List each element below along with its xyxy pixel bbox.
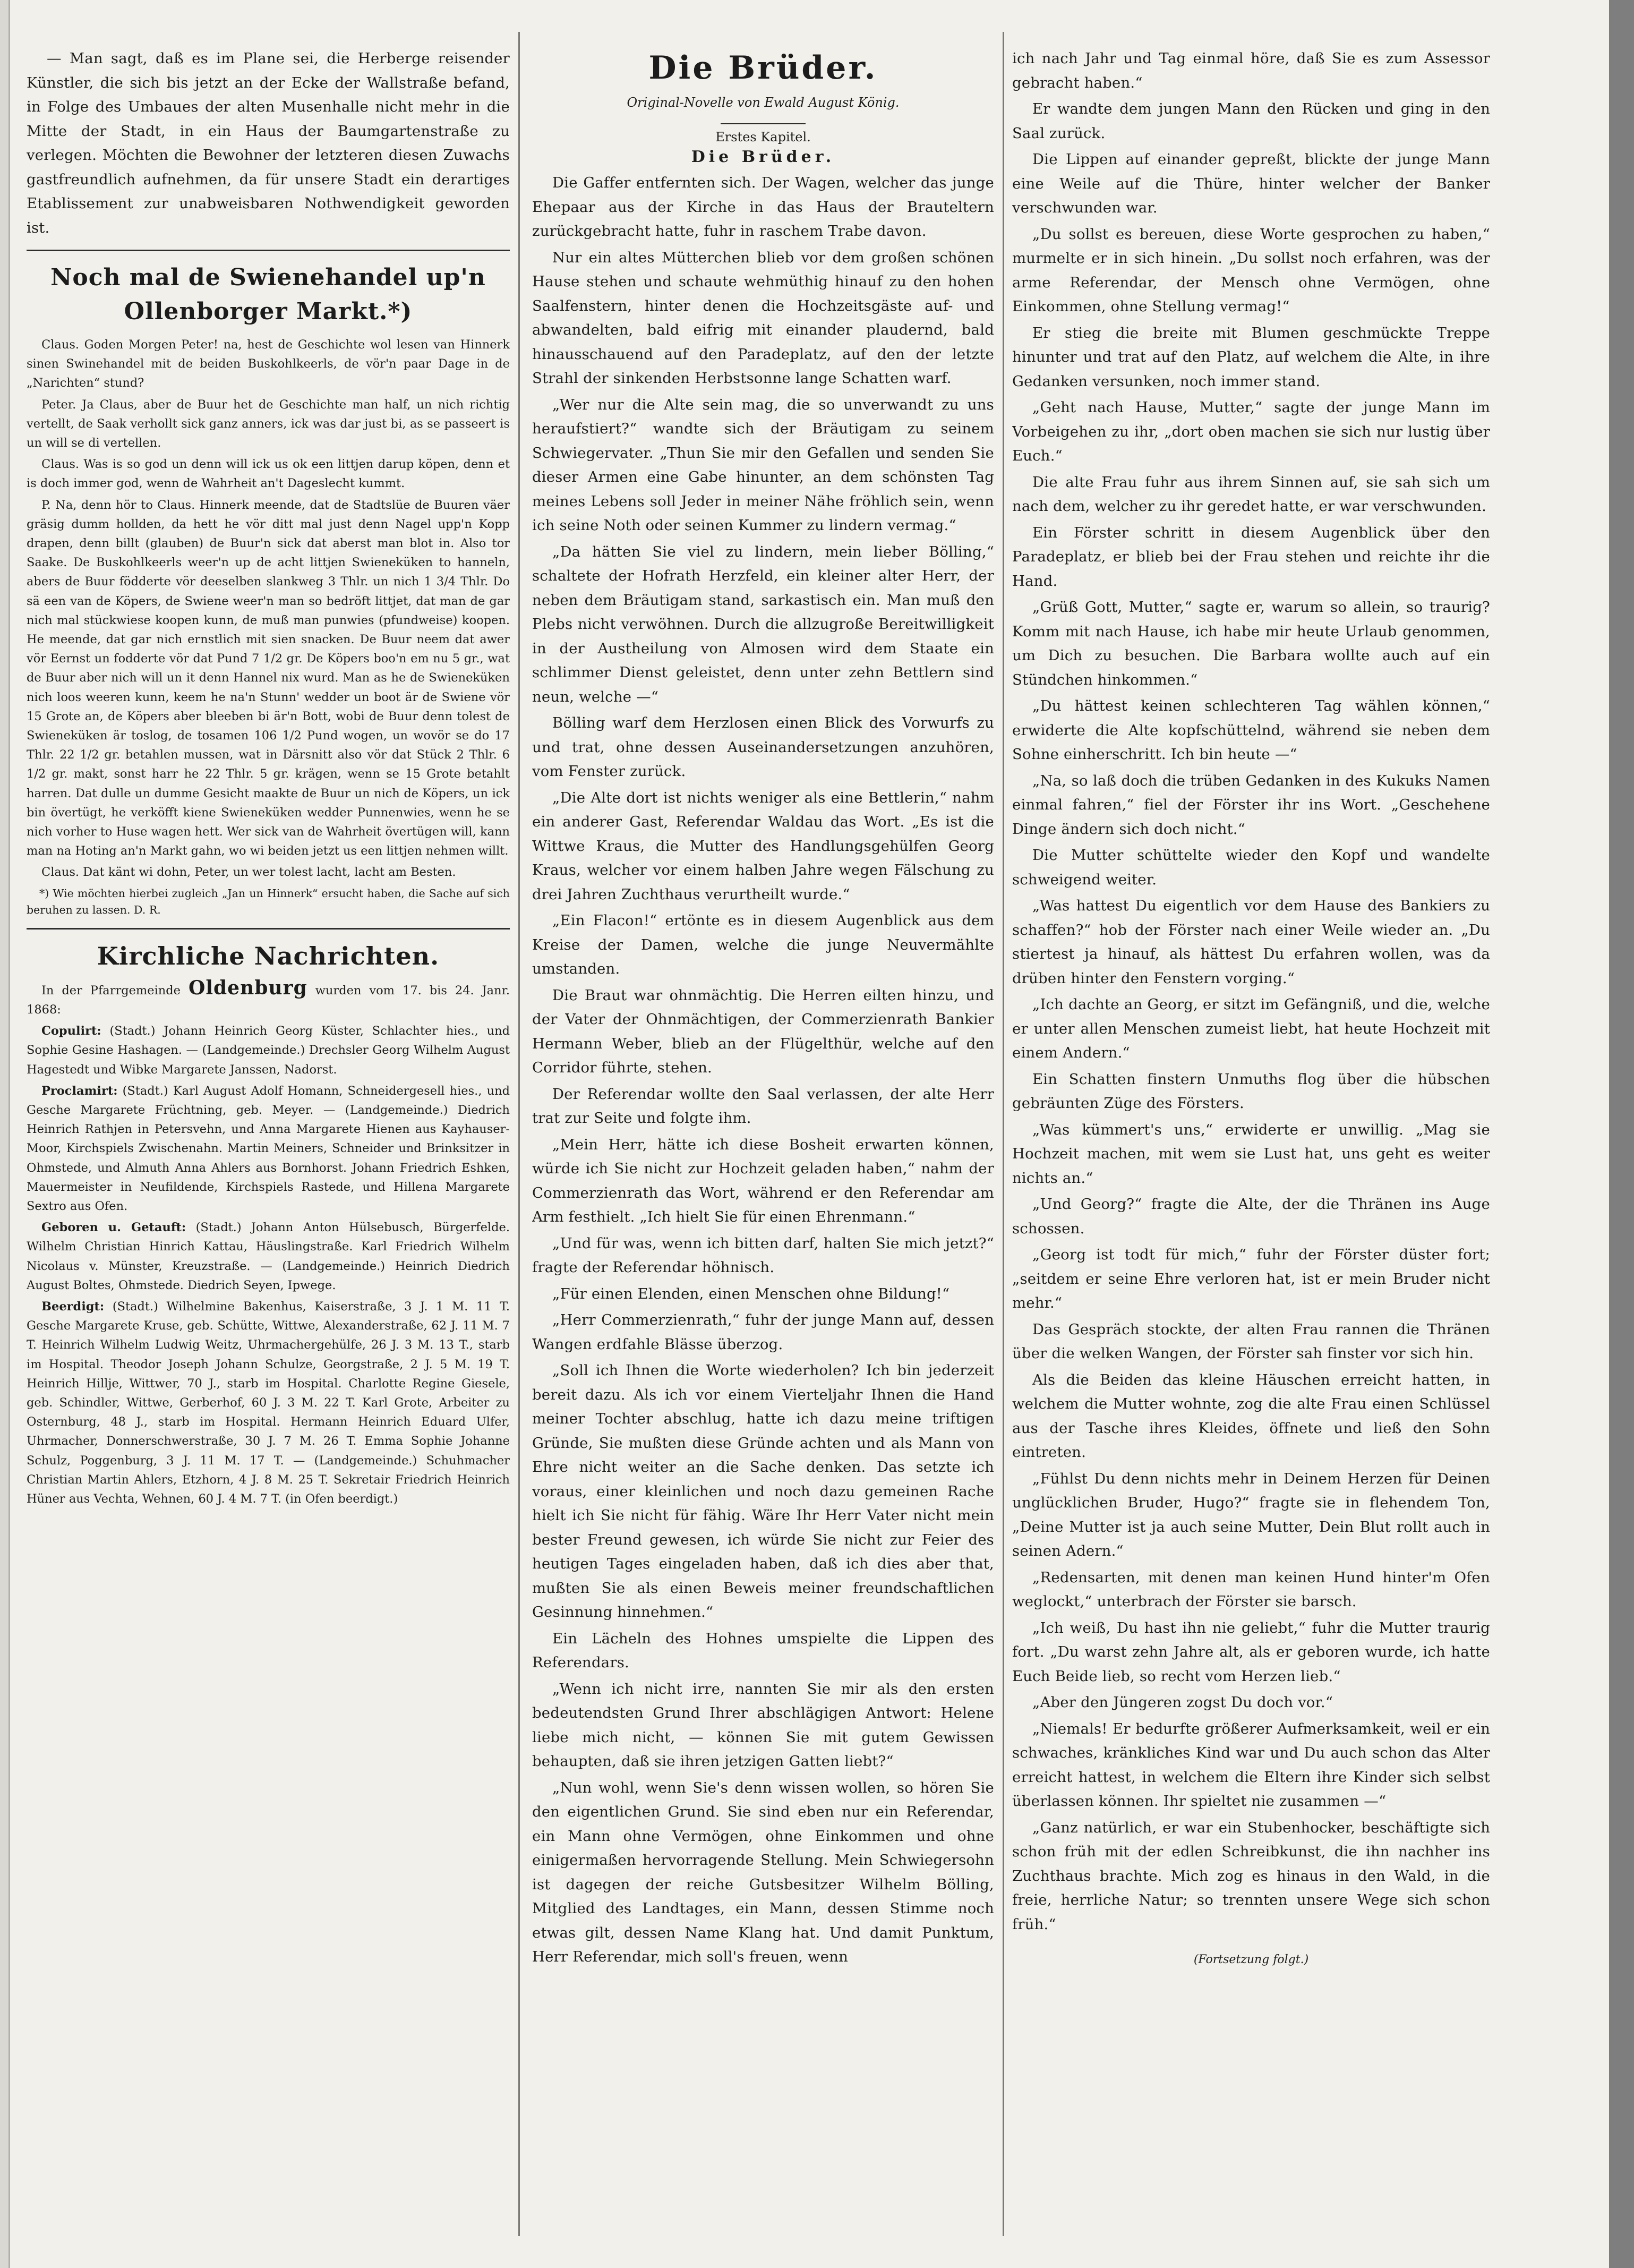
story-paragraph: Ein Schatten finstern Unmuths flog über die hübschen gebräunten Züge des Försters. bbox=[1012, 1070, 1490, 1112]
proclaimed-text: (Stadt.) Karl August Adolf Homann, Schneidergesell hies., und Gesche Margarete Früchtning, geb. Meyer. — (Landgemeinde.) Diedrich Heinrich Rathjen in Petersvehn, und Anna Margarete Hienen aus Kayhauser-Moor, Kirchspiels Zwischenahn. Martin Meiners, Schneider und Brinksitzer in Ohmstede, und Almuth Anna Ahlers aus Bornhorst. Johann Friedrich Eshken, Mauermeister in Neufildende, Kirchspiels Rastede, und Hillena Margarete Sextro aus Ofen. bbox=[27, 1084, 510, 1213]
story-paragraph: „Soll ich Ihnen die Worte wiederholen? Ich bin jederzeit bereit dazu. Als ich vor einem Vierteljahr Ihnen die Hand meiner Tochter abschlug, hatte ich dazu meine triftigen Gründe, Sie mußten diese Gründe achten und als Mann von Ehre nicht weiter an die Sache denken. Das setzte ich voraus, einer kleinlichen und noch dazu gemeinen Rache hielt ich Sie nicht für fähig. Wäre Ihr Herr Vater nicht mein bester Freund gewesen, ich würde Sie nicht zur Feier des heutigen Tages eingeladen haben, daß ich dies aber that, mußten Sie als einen Beweis meiner freundschaftlichen Gesinnung hinnehmen.“ bbox=[532, 1362, 994, 1621]
story-paragraph: „Niemals! Er bedurfte größerer Aufmerksamkeit, weil er ein schwaches, kränkliches Kind war und Du auch schon das Alter erreicht hattest, in welchem die Eltern ihre Kinder sich selbst überlassen können. Ihr spieltet nie zusammen —“ bbox=[1012, 1720, 1490, 1810]
story-paragraph: „Die Alte dort ist nichts weniger als eine Bettlerin,“ nahm ein anderer Gast, Referendar Waldau das Wort. „Es ist die Wittwe Kraus, die Mutter des Handlungsgehülfen Georg Kraus, welcher vor einem halben Jahre wegen Fälschung zu drei Jahren Zuchthaus verurtheilt wurde.“ bbox=[532, 789, 994, 903]
story-paragraph: „Georg ist todt für mich,“ fuhr der Förster düster fort; „seitdem er seine Ehre verloren hat, ist er mein Bruder nicht mehr.“ bbox=[1012, 1246, 1490, 1311]
story-paragraph: „Was hattest Du eigentlich vor dem Hause des Bankiers zu schaffen?“ hob der Förster nach einer Weile wieder an. „Du stiertest ja hinauf, als hättest Du erfahren wollen, was da drüben hinter den Fenstern vorging.“ bbox=[1012, 897, 1490, 987]
story-paragraph: Bölling warf dem Herzlosen einen Blick des Vorwurfs zu und trat, ohne dessen Auseinandersetzungen anzuhören, vom Fenster zurück. bbox=[532, 714, 994, 780]
story-paragraph: „Da hätten Sie viel zu lindern, mein lieber Bölling,“ schaltete der Hofrath Herzfeld, ein kleiner alter Herr, der neben dem Bräutigam stand, sarkastisch ein. Man muß den Plebs nicht verwöhnen. Durch die allzugroße Bereitwilligkeit in der Austheilung von Almosen wird dem Staate ein schlimmer Dienst geleistet, denn unter zehn Bettlern sind neun, welche —“ bbox=[532, 543, 994, 705]
story-paragraph: „Ganz natürlich, er war ein Stubenhocker, beschäftigte sich schon früh mit der edlen Schreibkunst, die ihn nachher ins Zuchthaus brachte. Mich zog es hinaus in den Wald, in die freie, herrliche Natur; so trennten unsere Wege sich schon früh.“ bbox=[1012, 1819, 1490, 1933]
story-paragraph: „Was kümmert's uns,“ erwiderte er unwillig. „Mag sie Hochzeit machen, mit wem sie Lust hat, uns geht es weiter nichts an.“ bbox=[1012, 1121, 1490, 1187]
dialogue-paragraph: Claus. Dat känt wi dohn, Peter, un wer tolest lacht, lacht am Besten. bbox=[41, 865, 456, 880]
story-paragraph: „Nun wohl, wenn Sie's denn wissen wollen, so hören Sie den eigentlichen Grund. Sie sind eben nur ein Referendar, ein Mann ohne Vermögen, ohne Einkommen und ohne einigermaßen hervorragende Stellung. Mein Schwiegersohn ist dagegen der reiche Gutsbesitzer Wilhelm Bölling, Mitglied des Landtages, ein Mann, dessen Stimme noch etwas gilt, dessen Name Klang hat. Und damit Punktum, Herr Referendar, mich soll's freuen, wenn bbox=[532, 1779, 994, 1965]
church-news-title: Kirchliche Nachrichten. bbox=[97, 941, 440, 970]
dialogue-paragraph: Claus. Was is so god un denn will ick us ok een littjen darup köpen, denn et is doch immer god, wenn de Wahrheit an't Dageslecht kummt. bbox=[27, 457, 510, 491]
story-paragraph: „Ich weiß, Du hast ihn nie geliebt,“ fuhr die Mutter traurig fort. „Du warst zehn Jahre alt, als er geboren wurde, ich hatte Euch Beide lieb, so recht vom Herzen lieb.“ bbox=[1012, 1619, 1490, 1685]
buried-entry bbox=[27, 1297, 510, 1508]
story-title: Die Brüder. bbox=[648, 49, 878, 87]
story-byline: Original-Novelle von Ewald August König. bbox=[627, 95, 900, 110]
story-paragraph: „Mein Herr, hätte ich diese Bosheit erwarten können, würde ich Sie nicht zur Hochzeit geladen haben,“ nahm der Commerzienrath das Wort, während er den Referendar am Arm festhielt. „Ich hielt Sie für einen Ehrenmann.“ bbox=[532, 1136, 994, 1225]
story-paragraph: „Und Georg?“ fragte die Alte, der die Thränen ins Auge schossen. bbox=[1012, 1196, 1490, 1237]
dialogue-paragraph: Claus. Goden Morgen Peter! na, hest de Geschichte wol lesen van Hinnerk sinen Swinehandel mit de beiden Buskohlkeerls, de vör'n paar Dage in de „Narichten“ stund? bbox=[27, 338, 510, 390]
story-paragraph: Die Gaffer entfernten sich. Der Wagen, welcher das junge Ehepaar aus der Kirche in das Haus der Brauteltern zurückgebracht hatte, fuhr in raschem Trabe davon. bbox=[532, 174, 994, 240]
buried-label: Beerdigt: bbox=[41, 1299, 105, 1314]
title-divider bbox=[721, 123, 806, 124]
dialogue-title: Noch mal de Swienehandel up'n Ollenborger Markt.*) bbox=[50, 264, 486, 325]
story-paragraph: Die Braut war ohnmächtig. Die Herren eilten hinzu, und der Vater der Ohnmächtigen, der Commerzienrath Bankier Hermann Weber, blieb an der Flügelthür, welche auf den Corridor führte, stehen. bbox=[532, 986, 994, 1076]
story-paragraph: „Aber den Jüngeren zogst Du doch vor.“ bbox=[1032, 1694, 1333, 1711]
dialogue-paragraph: Peter. Ja Claus, aber de Buur het de Geschichte man half, un nich richtig vertellt, de Saak verhollt sick ganz anners, ick was dar just bi, as se passeert is un will se di vertellen. bbox=[27, 397, 510, 450]
born-text: (Stadt.) Johann Anton Hülsebusch, Bürgerfelde. Wilhelm Christian Hinrich Kattau, Häuslingstraße. Karl Friedrich Wilhelm Nicolaus v. Münster, Kreuzstraße. — (Landgemeinde.) Heinrich Diedrich August Boltes, Ohmstede. Diedrich Seyen, Ipwege. bbox=[27, 1221, 510, 1292]
story-paragraph: Die alte Frau fuhr aus ihrem Sinnen auf, sie sah sich um nach dem, welcher zu ihr geredet hatte, er war verschwunden. bbox=[1012, 473, 1490, 515]
story-paragraph: Er wandte dem jungen Mann den Rücken und ging in den Saal zurück. bbox=[1012, 100, 1490, 142]
story-paragraph: „Wenn ich nicht irre, nannten Sie mir als den ersten bedeutendsten Grund Ihrer abschlägigen Antwort: Helene liebe mich nicht, — können Sie mit gutem Gewissen behaupten, daß sie ihren jetzigen Gatten liebt?“ bbox=[532, 1680, 994, 1770]
story-paragraph: „Für einen Elenden, einen Menschen ohne Bildung!“ bbox=[552, 1285, 950, 1302]
story-paragraph: Ein Lächeln des Hohnes umspielte die Lippen des Referendars. bbox=[532, 1630, 994, 1671]
local-news-paragraph: — Man sagt, daß es im Plane sei, die Herberge reisender Künstler, die sich bis jetzt an der Ecke der Wallstraße befand, in Folge des Umbaues der alten Musenhalle nicht mehr in die Mitte der Stadt, in ein Haus der Baumgartenstraße zu verlegen. Möchten die Bewohner der letzteren diesen Zuwachs gastfreundlich aufnehmen, da für unsere Stadt ein derartiges Etablissement zur unabweisbaren Nothwendigkeit geworden ist. bbox=[27, 50, 510, 236]
story-paragraph: „Redensarten, mit denen man keinen Hund hinter'm Ofen weglockt,“ unterbrach der Förster sie barsch. bbox=[1012, 1568, 1490, 1610]
story-paragraph: „Herr Commerzienrath,“ fuhr der junge Mann auf, dessen Wangen erdfahle Blässe überzog. bbox=[532, 1311, 994, 1353]
story-paragraph: „Du sollst es bereuen, diese Worte gesprochen zu haben,“ murmelte er in sich hinein. „Du sollst noch erfahren, was der arme Referendar, der Mensch ohne Vermögen, ohne Einkommen, ohne Stellung vermag!“ bbox=[1012, 225, 1490, 315]
story-column-1 bbox=[532, 47, 994, 2230]
parish-intro-pre: In der Pfarrgemeinde bbox=[41, 983, 181, 997]
story-paragraph: Die Mutter schüttelte wieder den Kopf und wandelte schweigend weiter. bbox=[1012, 847, 1490, 888]
story-paragraph: Der Referendar wollte den Saal verlassen, der alte Herr trat zur Seite und folgte ihm. bbox=[532, 1085, 994, 1127]
story-paragraph: „Und für was, wenn ich bitten darf, halten Sie mich jetzt?“ fragte der Referendar höhnisch. bbox=[532, 1234, 994, 1276]
story-paragraph: „Ein Flacon!“ ertönte es in diesem Augenblick aus dem Kreise der Damen, welche die junge Neuvermählte umstanden. bbox=[532, 912, 994, 977]
dialogue-paragraph: P. Na, denn hör to Claus. Hinnerk meende, dat de Stadtslüe de Buuren väer gräsig dumm hollden, da hett he vör ditt mal just denn Nagel upp'n Kopp drapen, denn billt (glauben) de Buur'n sick dat aberst man blot in. Also tor Saake. De Buskohlkeerls weer'n up de acht littjen Swieneküken to hanneln, abers de Buur födderte vör deeselben slankweg 3 Thlr. un nich 1 3/4 Thlr. Do sä een van de Köpers, de Swiene weer'n man so bedröft littjet, dat man de gar nich mal stückwiese koopen kunn, de muß man punwies (pfundweise) koopen. He meende, dat gar nich ernstlich mit sien snacken. De Buur neem dat awer vör Eernst un fodderte vör dat Pund 7 1/2 gr. De Köpers boo'n em nu 5 gr., wat de Buur aber nich will un it denn Hannel nix wurd. Man as he de Swieneküken nich loos weeren kunn, keem he na'n Stunn' wedder un boot är de Swiene vör 15 Grote an, de Köpers aber bleeben bi är'n Bott, wobi de Buur denn tolest de Swieneküken är toslog, de tosamen 106 1/2 Pund wogen, un wovör se do 17 Thlr. 22 1/2 gr. betahlen mussen, wat in Därsnitt also vör dat Stück 2 Thlr. 6 1/2 gr. makt, sonst harr he 22 Thlr. 5 gr. krägen, wenn se 15 Grote betahlt harren. Dat dulle un dumme Gesicht maakte de Buur un nich de Köpers, un ick bin övertügt, he verköfft kiene Swieneküken wedder Punnenwies, wenn he se nich vorher to Huse wagen hett. Wer sick van de Wahrheit övertügen will, kann man na Hoting an'n Markt gahn, wo wi beiden jetzt us een littjen nehmen willt. bbox=[27, 498, 510, 858]
story-paragraph: „Wer nur die Alte sein mag, die so unverwandt zu uns heraufstiert?“ wandte sich der Bräutigam zu seinem Schwiegervater. „Thun Sie mir den Gefallen und senden Sie dieser Armen eine Gabe hinunter, an dem schönsten Tag meines Lebens soll Jeder in meiner Nähe fröhlich sein, wenn ich seine Noth oder seinen Kummer zu lindern vermag.“ bbox=[532, 396, 994, 534]
story-paragraph: Die Lippen auf einander gepreßt, blickte der junge Mann eine Weile auf die Thüre, hinter welcher der Banker verschwunden war. bbox=[1012, 151, 1490, 216]
section-divider bbox=[27, 250, 510, 251]
story-paragraph: ich nach Jahr und Tag einmal höre, daß Sie es zum Assessor gebracht haben.“ bbox=[1012, 50, 1490, 91]
story-paragraph: Ein Förster schritt in diesem Augenblick über den Paradeplatz, er blieb bei der Frau stehen und reichte ihr die Hand. bbox=[1012, 524, 1490, 590]
parish-place: Oldenburg bbox=[188, 976, 307, 999]
story-column-2 bbox=[1012, 47, 1490, 2230]
section-divider bbox=[27, 928, 510, 930]
column-rule bbox=[1003, 32, 1004, 2236]
chapter-number: Erstes Kapitel. bbox=[715, 130, 811, 144]
story-paragraph: „Grüß Gott, Mutter,“ sagte er, warum so allein, so traurig? Komm mit nach Hause, ich habe mir heute Urlaub genommen, um Dich zu besuchen. Die Barbara wollte auch auf ein Stündchen hinkommen.“ bbox=[1012, 599, 1490, 688]
born-label: Geboren u. Getauft: bbox=[41, 1221, 186, 1235]
story-paragraph: Nur ein altes Mütterchen blieb vor dem großen schönen Hause stehen und schaute wehmüthig hinauf zu den hohen Saalfenstern, hinter denen die Hochzeitsgäste auf- und abwandelten, bald eifrig mit einander plaudernd, bald hinausschauend auf den Paradeplatz, auf den der letzte Strahl der sinkenden Herbstsonne lange Schatten warf. bbox=[532, 249, 994, 387]
story-paragraph: „Du hättest keinen schlechteren Tag wählen können,“ erwiderte die Alte kopfschüttelnd, während sie neben dem Sohne einherschritt. Ich bin heute —“ bbox=[1012, 697, 1490, 763]
story-paragraph: „Fühlst Du denn nichts mehr in Deinem Herzen für Deinen unglücklichen Bruder, Hugo?“ fragte sie in flehendem Ton, „Deine Mutter ist ja auch seine Mutter, Dein Blut rollt auch in seinen Adern.“ bbox=[1012, 1470, 1490, 1559]
to-be-continued: (Fortsetzung folgt.) bbox=[1193, 1953, 1309, 1966]
story-paragraph: Als die Beiden das kleine Häuschen erreicht hatten, in welchem die Mutter wohnte, zog die alte Frau einen Schlüssel aus der Tasche ihres Kleides, öffnete und ließ den Sohn eintreten. bbox=[1012, 1371, 1490, 1461]
story-paragraph: Er stieg die breite mit Blumen geschmückte Treppe hinunter und trat auf den Platz, auf welchem die Alte, in ihre Gedanken versunken, noch immer stand. bbox=[1012, 324, 1490, 390]
left-column bbox=[27, 47, 510, 2230]
copulated-label: Copulirt: bbox=[41, 1024, 101, 1038]
born-entry bbox=[27, 1218, 510, 1295]
page-edge-shadow bbox=[1609, 0, 1634, 2268]
chapter-title: Die Brüder. bbox=[691, 148, 835, 166]
copulated-entry bbox=[27, 1021, 510, 1079]
buried-text: (Stadt.) Wilhelmine Bakenhus, Kaiserstraße, 3 J. 1 M. 11 T. Gesche Margarete Kruse, geb. Schütte, Wittwe, Alexanderstraße, 62 J. 11 M. 7 T. Heinrich Wilhelm Ludwig Weitz, Uhrmachergehülfe, 26 J. 3 M. 13 T., starb im Hospital. Theodor Joseph Johann Schulze, Georgstraße, 2 J. 5 M. 19 T. Heinrich Hillje, Wittwer, 70 J., starb im Hospital. Charlotte Regine Giesele, geb. Schindler, Wittwe, Gerberhof, 60 J. 3 M. 22 T. Karl Grote, Arbeiter zu Osternburg, 48 J., starb im Hospital. Hermann Heinrich Eduard Ulfer, Uhrmacher, Donnerschwerstraße, 30 J. 7 M. 26 T. Emma Sophie Johanne Schulz, Poggenburg, 3 J. 11 M. 17 T. — (Landgemeinde.) Schuhmacher Christian Martin Ahlers, Etzhorn, 4 J. 8 M. 25 T. Sekretair Friedrich Heinrich Hüner aus Vechta, Wehnen, 60 J. 4 M. 7 T. (in Ofen beerdigt.) bbox=[27, 1299, 510, 1506]
proclaimed-entry bbox=[27, 1081, 510, 1216]
story-paragraph: „Geht nach Hause, Mutter,“ sagte der junge Mann im Vorbeigehen zu ihr, „dort oben machen sie sich nur lustig über Euch.“ bbox=[1012, 399, 1490, 464]
footnote: *) Wie möchten hierbei zugleich „Jan un Hinnerk“ ersucht haben, die Sache auf sich beruhen zu lassen. D. R. bbox=[27, 886, 510, 916]
parish-intro-post: wurden vom 17. bis 24. Janr. 1868: bbox=[27, 983, 510, 1017]
story-paragraph: Das Gespräch stockte, der alten Frau rannen die Thränen über die welken Wangen, der Förster sah finster vor sich hin. bbox=[1012, 1320, 1490, 1362]
parish-intro bbox=[27, 978, 510, 1019]
previous-page-edge bbox=[0, 0, 10, 2268]
story-paragraph: „Na, so laß doch die trüben Gedanken in des Kukuks Namen einmal fahren,“ fiel der Förster ihr ins Wort. „Geschehene Dinge ändern sich doch nicht.“ bbox=[1012, 772, 1490, 838]
copulated-text: (Stadt.) Johann Heinrich Georg Küster, Schlachter hies., und Sophie Gesine Hashagen. — (Landgemeinde.) Drechsler Georg Wilhelm August Hagestedt und Wibke Margarete Janssen, Nadorst. bbox=[27, 1024, 510, 1077]
column-rule bbox=[518, 32, 520, 2236]
proclaimed-label: Proclamirt: bbox=[41, 1084, 118, 1098]
story-paragraph: „Ich dachte an Georg, er sitzt im Gefängniß, und die, welche er unter allen Menschen zumeist liebt, hat heute Hochzeit mit einem Andern.“ bbox=[1012, 996, 1490, 1061]
